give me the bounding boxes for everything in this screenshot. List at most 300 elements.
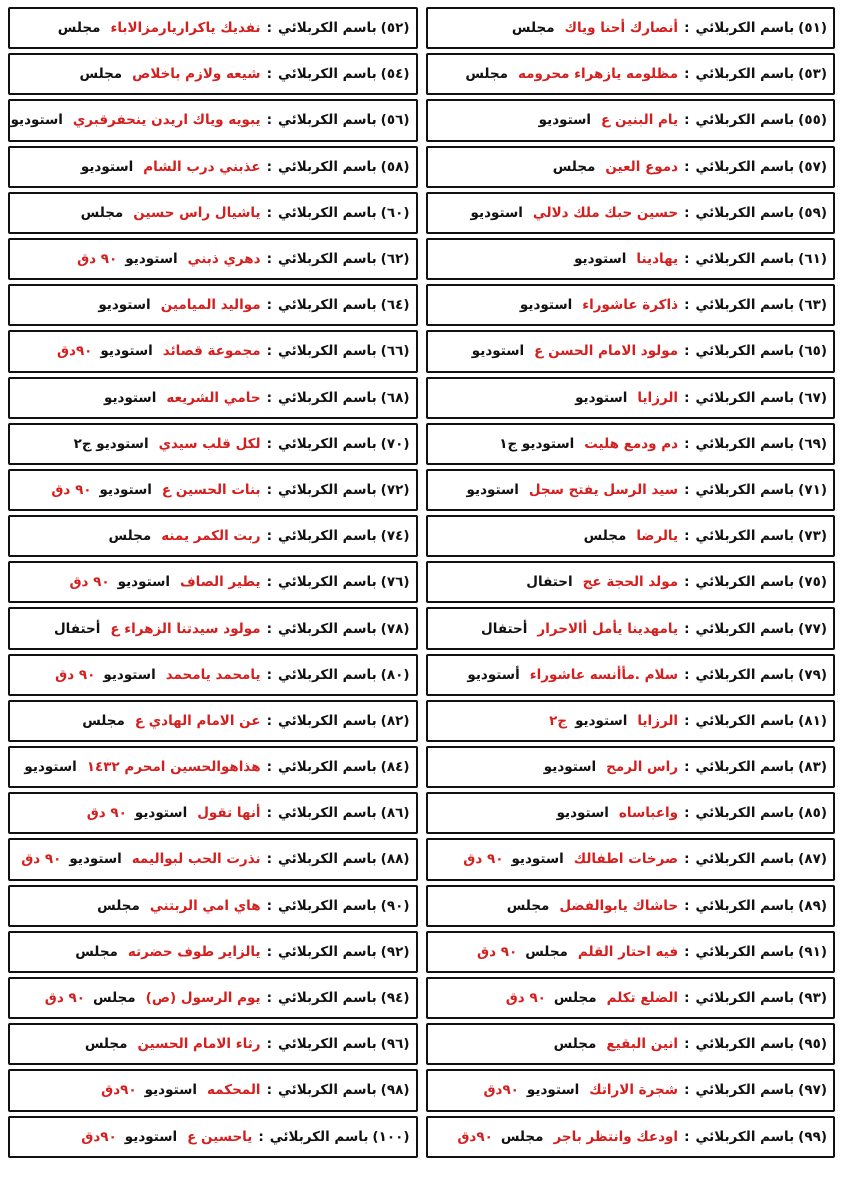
entry-number: (٩٥) <box>798 1036 827 1053</box>
entry-number: (٧٦) <box>380 574 410 591</box>
entry-type: مجلس <box>552 158 596 175</box>
entry-reciter: باسم الكربلائي <box>277 759 377 776</box>
entry-separator: : <box>684 20 690 37</box>
entry-title: مولود الامام الحسن ع <box>534 343 679 360</box>
entry-number: (٨٠) <box>380 666 410 683</box>
entry-type: استوديو <box>134 805 188 822</box>
entry-title: الرزايا <box>637 389 679 406</box>
entry-number: (٩٦) <box>380 1036 410 1053</box>
entry-number: (٦٦) <box>380 343 410 360</box>
entry-title: ذاكرة عاشوراء <box>582 297 679 314</box>
entry-reciter: باسم الكربلائي <box>695 897 795 914</box>
entry-title: يطير الصاف <box>179 574 261 591</box>
entry-separator: : <box>684 112 690 129</box>
entry-reciter: باسم الكربلائي <box>277 805 377 822</box>
entry-cell <box>426 146 836 188</box>
entry-duration: ٩٠ دق <box>477 943 518 960</box>
entry-type: مجلس <box>97 897 140 914</box>
entry-type: استوديو ج٢ <box>73 435 149 452</box>
entry-title: يهادينا <box>636 251 679 268</box>
entry-reciter: باسم الكربلائي <box>695 712 795 729</box>
entry-separator: : <box>684 1128 690 1145</box>
entry-title: يامحمد يامحمد <box>165 666 261 683</box>
entry-title: واعباساه <box>618 805 679 822</box>
entry-type: استوديو <box>526 1082 580 1099</box>
entry-type: مجلس <box>500 1128 544 1145</box>
entry-number: (٨٤) <box>380 759 410 776</box>
entry-type: استوديو <box>10 112 63 129</box>
entry-title: دهري ذبني <box>187 251 261 268</box>
entry-reciter: باسم الكربلائي <box>695 666 795 683</box>
entry-cell <box>8 746 418 788</box>
entry-cell <box>8 838 418 880</box>
entry-cell <box>8 1069 418 1111</box>
entry-reciter: باسم الكربلائي <box>277 20 377 37</box>
entry-separator: : <box>266 204 272 221</box>
entry-separator: : <box>684 481 690 498</box>
entry-type: أحتفال <box>481 620 528 637</box>
entry-separator: : <box>684 66 690 83</box>
entry-type: استوديو <box>575 712 628 729</box>
entry-number: (٨٧) <box>798 851 827 868</box>
entry-title: يام البنين ع <box>601 112 679 129</box>
entry-number: (٥٨) <box>380 158 410 175</box>
entry-reciter: باسم الكربلائي <box>277 943 377 960</box>
entry-number: (٧٠) <box>380 435 410 452</box>
entry-title: صرخات اطفالك <box>573 851 679 868</box>
entry-type: مجلس <box>80 204 124 221</box>
entry-duration: ٩٠ دق <box>51 481 92 498</box>
entry-cell <box>426 838 836 880</box>
entry-reciter: باسم الكربلائي <box>277 204 377 221</box>
entry-duration: ج٢ <box>549 712 568 729</box>
entry-type: مجلس <box>506 897 550 914</box>
entry-separator: : <box>266 1036 272 1053</box>
entry-duration: ٩٠ دق <box>55 666 96 683</box>
entry-number: (٥٥) <box>798 112 827 129</box>
entry-reciter: باسم الكربلائي <box>277 620 377 637</box>
entry-type: استوديو ج١ <box>499 435 575 452</box>
entry-reciter: باسم الكربلائي <box>277 66 377 83</box>
entry-type: مجلس <box>92 990 136 1007</box>
entry-separator: : <box>684 343 690 360</box>
entry-separator: : <box>684 297 690 314</box>
entry-reciter: باسم الكربلائي <box>277 851 377 868</box>
entry-duration: ٩٠دق <box>81 1128 117 1145</box>
entry-reciter: باسم الكربلائي <box>695 990 795 1007</box>
entry-reciter: باسم الكربلائي <box>695 389 795 406</box>
entry-reciter: باسم الكربلائي <box>695 1128 795 1145</box>
entry-separator: : <box>266 1082 272 1099</box>
entry-number: (٥٧) <box>798 158 827 175</box>
entry-type: مجلس <box>108 528 152 545</box>
entry-title: رثاء الامام الحسين <box>137 1036 261 1053</box>
entry-reciter: باسم الكربلائي <box>695 112 795 129</box>
entry-title: أنصارك أحنا وياك <box>564 20 679 37</box>
entry-type: مجلس <box>553 1036 597 1053</box>
entry-number: (٥٦) <box>380 112 410 129</box>
entry-cell <box>426 885 836 927</box>
entry-number: (٨٢) <box>380 712 410 729</box>
entry-reciter: باسم الكربلائي <box>269 1128 369 1145</box>
entry-reciter: باسم الكربلائي <box>695 1082 795 1099</box>
entries-grid <box>8 7 835 1158</box>
entry-reciter: باسم الكربلائي <box>277 481 377 498</box>
entry-duration: ٩٠دق <box>457 1128 493 1145</box>
entry-type: استوديو <box>144 1082 197 1099</box>
entry-type: استوديو <box>538 112 592 129</box>
entry-cell <box>8 1023 418 1065</box>
entry-title: مظلومه يازهراء محرومه <box>518 66 679 83</box>
entry-reciter: باسم الكربلائي <box>695 574 795 591</box>
entry-title: الرزايا <box>637 712 679 729</box>
entry-separator: : <box>684 759 690 776</box>
entry-type: أستوديو <box>467 666 520 683</box>
entry-reciter: باسم الكربلائي <box>695 620 795 637</box>
entry-separator: : <box>266 990 272 1007</box>
entry-reciter: باسم الكربلائي <box>277 990 377 1007</box>
entry-cell <box>8 885 418 927</box>
entry-cell <box>426 284 836 326</box>
entry-reciter: باسم الكربلائي <box>277 528 377 545</box>
entry-separator: : <box>266 528 272 545</box>
entry-cell <box>426 238 836 280</box>
entry-cell <box>8 377 418 419</box>
entry-type: مجلس <box>583 528 627 545</box>
entry-number: (٧٣) <box>798 528 827 545</box>
entry-number: (٩٨) <box>380 1082 410 1099</box>
entry-duration: ٩٠ دق <box>463 851 504 868</box>
entry-title: عذبني درب الشام <box>143 158 261 175</box>
entry-title: لكل قلب سيدي <box>158 435 261 452</box>
entry-separator: : <box>266 20 272 37</box>
entry-cell <box>426 1069 836 1111</box>
entry-separator: : <box>266 712 272 729</box>
entry-duration: ٩٠دق <box>56 343 93 360</box>
entry-number: (٩٣) <box>798 990 827 1007</box>
entry-reciter: باسم الكربلائي <box>695 851 795 868</box>
entry-title: يالرضا <box>636 528 679 545</box>
entry-number: (٨٥) <box>798 805 827 822</box>
entry-type: استوديو <box>125 251 178 268</box>
entry-title: دم ودمع هليت <box>584 435 679 452</box>
entry-duration: ٩٠ دق <box>69 574 110 591</box>
entry-cell <box>8 7 418 49</box>
entry-title: ياحسين ع <box>187 1128 253 1145</box>
entry-number: (٨٩) <box>798 897 827 914</box>
entry-type: مجلس <box>79 66 123 83</box>
entry-separator: : <box>266 897 272 914</box>
entry-separator: : <box>266 759 272 776</box>
entry-title: مواليد الميامين <box>160 297 261 314</box>
entry-separator: : <box>684 435 690 452</box>
entry-title: انين البقيع <box>606 1036 679 1053</box>
entry-cell <box>426 607 836 649</box>
entry-separator: : <box>684 851 690 868</box>
entry-number: (٩٢) <box>380 943 410 960</box>
entry-number: (٦٩) <box>798 435 827 452</box>
entry-duration: ٩٠ دق <box>505 990 546 1007</box>
entry-reciter: باسم الكربلائي <box>277 435 377 452</box>
entry-title: ياشيال راس حسين <box>133 204 261 221</box>
entry-title: عن الامام الهادي ع <box>134 712 261 729</box>
entry-type: مجلس <box>75 943 118 960</box>
entry-type: استوديو <box>511 851 564 868</box>
entry-reciter: باسم الكربلائي <box>277 897 377 914</box>
entry-cell <box>426 377 836 419</box>
entry-number: (٩٧) <box>798 1082 827 1099</box>
entry-separator: : <box>684 1036 690 1053</box>
entry-cell <box>8 238 418 280</box>
entry-title: حاشاك يابوالفضل <box>559 897 679 914</box>
entry-number: (٧٧) <box>798 620 827 637</box>
entry-type: مجلس <box>57 20 101 37</box>
entry-title: اودعك وانتظر باجر <box>553 1128 679 1145</box>
entry-separator: : <box>266 435 272 452</box>
entry-title: بنات الحسين ع <box>161 481 261 498</box>
entry-separator: : <box>258 1128 264 1145</box>
entry-number: (٥١) <box>798 20 827 37</box>
entry-reciter: باسم الكربلائي <box>277 158 377 175</box>
entry-reciter: باسم الكربلائي <box>277 112 377 129</box>
entry-number: (٩٠) <box>380 897 410 914</box>
entry-reciter: باسم الكربلائي <box>695 435 795 452</box>
entry-type: استوديو <box>575 389 628 406</box>
entry-cell <box>426 654 836 696</box>
entry-reciter: باسم الكربلائي <box>277 1036 377 1053</box>
entry-cell <box>8 977 418 1019</box>
entry-number: (٩٤) <box>380 990 410 1007</box>
entry-type: مجلس <box>525 943 568 960</box>
entry-number: (٦٢) <box>380 251 410 268</box>
entry-cell <box>426 99 836 141</box>
entry-reciter: باسم الكربلائي <box>277 389 377 406</box>
entry-separator: : <box>684 1082 690 1099</box>
entry-reciter: باسم الكربلائي <box>277 666 377 683</box>
entry-cell <box>8 192 418 234</box>
entry-separator: : <box>266 297 272 314</box>
entry-number: (٦٥) <box>798 343 827 360</box>
entry-separator: : <box>266 112 272 129</box>
entry-separator: : <box>684 158 690 175</box>
entry-reciter: باسم الكربلائي <box>277 343 377 360</box>
entry-cell <box>426 330 836 372</box>
entry-reciter: باسم الكربلائي <box>277 251 377 268</box>
entry-type: استوديو <box>24 759 77 776</box>
entry-cell <box>8 146 418 188</box>
entry-title: يالزاير طوف حضرته <box>127 943 261 960</box>
entry-title: سلام .مأأنسه عاشوراء <box>529 666 679 683</box>
entry-cell <box>426 7 836 49</box>
entry-cell <box>8 607 418 649</box>
entry-number: (٦٣) <box>798 297 827 314</box>
entry-number: (٩٩) <box>798 1128 827 1145</box>
entry-reciter: باسم الكربلائي <box>695 297 795 314</box>
entry-reciter: باسم الكربلائي <box>695 1036 795 1053</box>
entry-reciter: باسم الكربلائي <box>695 343 795 360</box>
entry-type: استوديو <box>124 1128 178 1145</box>
entry-type: مجلس <box>511 20 555 37</box>
entry-separator: : <box>684 528 690 545</box>
entry-number: (٦٤) <box>380 297 410 314</box>
entry-type: استوديو <box>100 343 153 360</box>
entry-type: مجلس <box>82 712 125 729</box>
entry-number: (٧٨) <box>380 620 410 637</box>
entry-duration: ٩٠ دق <box>21 851 62 868</box>
entry-number: (٦٠) <box>380 204 410 221</box>
entry-type: استوديو <box>99 481 152 498</box>
entry-cell <box>426 931 836 973</box>
entry-title: نذرت الحب لبواليمه <box>131 851 261 868</box>
entry-separator: : <box>684 805 690 822</box>
entry-number: (٧٤) <box>380 528 410 545</box>
entry-reciter: باسم الكربلائي <box>695 528 795 545</box>
entry-type: استوديو <box>471 343 525 360</box>
entry-type: استوديو <box>470 204 523 221</box>
entry-title: نفديك ياكراريارمزالاباء <box>110 20 261 37</box>
entry-number: (٩١) <box>798 943 827 960</box>
entry-number: (٨٣) <box>798 759 827 776</box>
entry-cell <box>426 192 836 234</box>
entry-duration: ٩٠ دق <box>86 805 127 822</box>
entry-separator: : <box>266 66 272 83</box>
entry-title: المحكمه <box>206 1082 261 1099</box>
entry-separator: : <box>684 990 690 1007</box>
entry-cell <box>8 515 418 557</box>
entry-title: هذاهوالحسين امحرم ١٤٣٢ <box>86 759 261 776</box>
entry-cell <box>8 654 418 696</box>
entry-type: احتفال <box>526 574 573 591</box>
entry-number: (٥٤) <box>380 66 410 83</box>
entry-duration: ٩٠ دق <box>44 990 85 1007</box>
entry-cell <box>426 561 836 603</box>
entry-cell <box>426 746 836 788</box>
entry-separator: : <box>266 389 272 406</box>
entry-type: استوديو <box>574 251 627 268</box>
entry-separator: : <box>266 574 272 591</box>
entry-title: مولود سيدتنا الزهراء ع <box>110 620 261 637</box>
entry-separator: : <box>684 574 690 591</box>
entry-separator: : <box>266 805 272 822</box>
entry-title: يبويه وياك اريدن ينحفرقبري <box>72 112 261 129</box>
entry-reciter: باسم الكربلائي <box>277 1082 377 1099</box>
entry-cell <box>8 423 418 465</box>
entry-number: (٧١) <box>798 481 827 498</box>
entry-title: دموع العين <box>605 158 679 175</box>
entry-title: حامي الشريعه <box>166 389 261 406</box>
entry-title: أنها تقول <box>197 805 261 822</box>
entry-type: مجلس <box>465 66 508 83</box>
entry-separator: : <box>266 666 272 683</box>
entry-separator: : <box>266 943 272 960</box>
entry-number: (٧٢) <box>380 481 410 498</box>
entry-type: استوديو <box>98 297 151 314</box>
entry-separator: : <box>266 481 272 498</box>
entry-separator: : <box>266 620 272 637</box>
entry-number: (٥٩) <box>798 204 827 221</box>
entry-number: (٨١) <box>798 712 827 729</box>
entry-cell <box>426 53 836 95</box>
entry-type: استوديو <box>103 389 157 406</box>
entry-number: (٥٣) <box>798 66 827 83</box>
entry-reciter: باسم الكربلائي <box>695 805 795 822</box>
entry-separator: : <box>684 389 690 406</box>
entry-reciter: باسم الكربلائي <box>277 297 377 314</box>
entry-type: استوديو <box>543 759 597 776</box>
entry-title: راس الرمح <box>606 759 679 776</box>
entry-separator: : <box>684 897 690 914</box>
entry-type: استوديو <box>103 666 156 683</box>
entry-cell <box>426 700 836 742</box>
entry-type: أحتفال <box>53 620 101 637</box>
entry-separator: : <box>684 712 690 729</box>
entry-cell <box>8 99 418 141</box>
entry-cell <box>426 1116 836 1158</box>
entry-cell <box>8 1116 418 1158</box>
entry-cell <box>8 284 418 326</box>
entry-type: مجلس <box>553 990 597 1007</box>
entry-cell <box>426 792 836 834</box>
entry-type: مجلس <box>84 1036 128 1053</box>
entry-title: سيد الرسل يفتح سجل <box>528 481 679 498</box>
entry-duration: ٩٠دق <box>483 1082 519 1099</box>
entry-number: (٦١) <box>798 251 827 268</box>
entry-title: شيعه ولازم باخلاص <box>132 66 261 83</box>
entry-number: (٥٢) <box>380 20 410 37</box>
entry-reciter: باسم الكربلائي <box>695 481 795 498</box>
entry-number: (٧٥) <box>798 574 827 591</box>
entry-reciter: باسم الكربلائي <box>695 66 795 83</box>
entry-reciter: باسم الكربلائي <box>695 759 795 776</box>
entry-title: يوم الرسول (ص) <box>145 990 261 1007</box>
entry-reciter: باسم الكربلائي <box>695 943 795 960</box>
entry-reciter: باسم الكربلائي <box>277 712 377 729</box>
entry-title: هاي امي الربتني <box>149 897 261 914</box>
entry-separator: : <box>684 620 690 637</box>
entry-title: حسين حبك ملك دلالي <box>532 204 679 221</box>
entry-type: استوديو <box>466 481 519 498</box>
entry-type: استوديو <box>556 805 609 822</box>
entry-type: استوديو <box>80 158 134 175</box>
entry-reciter: باسم الكربلائي <box>695 251 795 268</box>
entry-reciter: باسم الكربلائي <box>277 574 377 591</box>
entry-type: استوديو <box>117 574 170 591</box>
entry-title: ربت الكمر يمنه <box>161 528 261 545</box>
entry-separator: : <box>684 666 690 683</box>
entry-cell <box>8 700 418 742</box>
entry-cell <box>426 977 836 1019</box>
entry-reciter: باسم الكربلائي <box>695 204 795 221</box>
entry-separator: : <box>266 343 272 360</box>
entry-type: استوديو <box>519 297 573 314</box>
entry-number: (٦٨) <box>380 389 410 406</box>
entry-separator: : <box>266 251 272 268</box>
entry-reciter: باسم الكربلائي <box>695 158 795 175</box>
entry-separator: : <box>266 158 272 175</box>
entry-separator: : <box>266 851 272 868</box>
entry-cell <box>426 423 836 465</box>
entry-title: فيه احتار القلم <box>577 943 679 960</box>
entry-cell <box>8 330 418 372</box>
entry-cell <box>8 469 418 511</box>
entry-type: استوديو <box>69 851 122 868</box>
entry-number: (٨٨) <box>380 851 410 868</box>
entry-cell <box>426 469 836 511</box>
entry-duration: ٩٠دق <box>101 1082 137 1099</box>
entry-reciter: باسم الكربلائي <box>695 20 795 37</box>
entry-number: (٨٦) <box>380 805 410 822</box>
entry-cell <box>426 1023 836 1065</box>
